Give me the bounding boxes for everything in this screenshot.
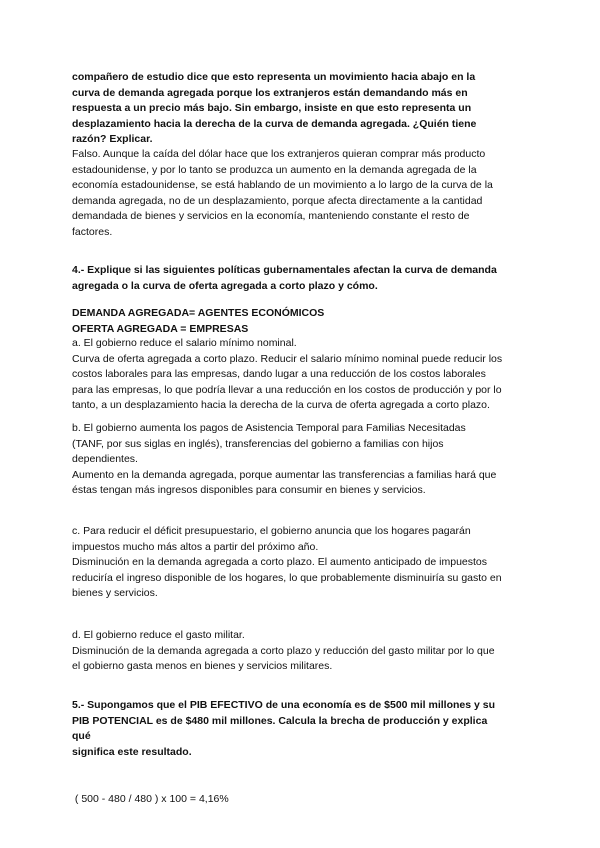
part-d-line: el gobierno gasta menos en bienes y servicios militares. (72, 660, 333, 673)
part-d-line: Disminución de la demanda agregada a corto plazo y reducción del gasto militar por lo que (72, 644, 495, 657)
q5-answer (72, 761, 532, 839)
q4-question-line: 4.- Explique si las siguientes políticas gubernamentales afectan la curva de demanda (72, 264, 497, 276)
q3-answer-line: estadounidense, y por lo tanto se produzca un aumento en la demanda agregada de la (72, 163, 477, 176)
part-b-line: (TANF, por sus siglas en inglés), transferencias del gobierno a familias con hijos (72, 437, 444, 450)
q3-question-line: desplazamiento hacia la derecha de la curva de demanda agregada. ¿Quién tiene (72, 117, 477, 130)
q3-question-line: respuesta a un precio más bajo. Sin embargo, insiste en que esto representa un (72, 102, 472, 115)
q3-answer-line: Falso. Aunque la caída del dólar hace que los extranjeros quieran comprar más producto (72, 148, 486, 160)
part-c-line: bienes y servicios. (72, 587, 158, 600)
q4-part-d (72, 628, 532, 675)
part-b-line: b. El gobierno aumenta los pagos de Asistencia Temporal para Familias Necesitadas (72, 422, 466, 434)
part-a-line: tanto, a un desplazamiento hacia la derecha de la curva de oferta agregada a corto plazo. (72, 399, 490, 412)
part-a-line: a. El gobierno reduce el salario mínimo nominal. (72, 337, 297, 349)
q3-question-line: compañero de estudio dice que esto representa un movimiento hacia abajo en la (72, 71, 476, 83)
q4-definitions (72, 306, 532, 337)
part-c-line: c. Para reducir el déficit presupuestario, el gobierno anuncia que los hogares pagarán (72, 525, 471, 537)
q5-question-line: significa este resultado. (72, 745, 192, 758)
q3-answer-line: demanda agregada, no de un desplazamiento, porque afecta directamente a la cantidad (72, 194, 483, 207)
q5-question-line: qué (72, 730, 91, 743)
part-b-line: Aumento en la demanda agregada, porque aumentar las transferencias a familias hará que (72, 468, 497, 481)
q4-part-b (72, 421, 532, 499)
q4-question-line: agregada o la curva de oferta agregada a corto plazo y cómo. (72, 279, 378, 292)
part-d-line: d. El gobierno reduce el gasto militar. (72, 629, 245, 641)
q5-answer-formula: ( 500 - 480 / 480 ) x 100 = 4,16% (72, 793, 229, 806)
q3-question (72, 70, 532, 148)
q3-answer-line: factores. (72, 225, 113, 238)
part-b-line: dependientes. (72, 453, 138, 466)
q4-part-c (72, 524, 532, 602)
part-a-line: para las empresas, lo que podría llevar a una reducción en los costos de producción y por lo (72, 383, 502, 396)
q5-question-line: PIB POTENCIAL es de $480 mil millones. Calcula la brecha de producción y explica (72, 714, 488, 727)
part-c-line: reduciría el ingreso disponible de los hogares, lo que probablemente disminuiría su gasto en (72, 571, 502, 584)
q5-question (72, 698, 532, 760)
q3-answer-line: demandada de bienes y servicios en la economía, manteniendo constante el resto de (72, 210, 470, 223)
q4-question (72, 263, 532, 294)
q3-answer-line: economía estadounidense, se está hablando de un movimiento a lo largo de la curva de la (72, 179, 493, 192)
definition-supply: OFERTA AGREGADA = EMPRESAS (72, 322, 249, 335)
q3-question-line: curva de demanda agregada porque los extranjeros están demandando más en (72, 86, 468, 99)
part-c-line: impuestos mucho más altos a partir del próximo año. (72, 540, 319, 553)
q5-question-line: 5.- Supongamos que el PIB EFECTIVO de una economía es de $500 mil millones y su (72, 699, 496, 711)
part-c-line: Disminución en la demanda agregada a corto plazo. El aumento anticipado de impuestos (72, 556, 488, 569)
q4-part-a (72, 336, 532, 414)
part-a-line: Curva de oferta agregada a corto plazo. Reducir el salario mínimo nominal puede reducir los (72, 352, 503, 365)
q3-answer (72, 147, 532, 241)
definition-demand: DEMANDA AGREGADA= AGENTES ECONÓMICOS (72, 307, 325, 319)
part-b-line: éstas tengan más ingresos disponibles para consumir en bienes y servicios. (72, 484, 426, 497)
part-a-line: costos laborales para las empresas, dando lugar a una reducción de los costos laborales (72, 368, 486, 381)
q3-question-line: razón? Explicar. (72, 133, 153, 146)
